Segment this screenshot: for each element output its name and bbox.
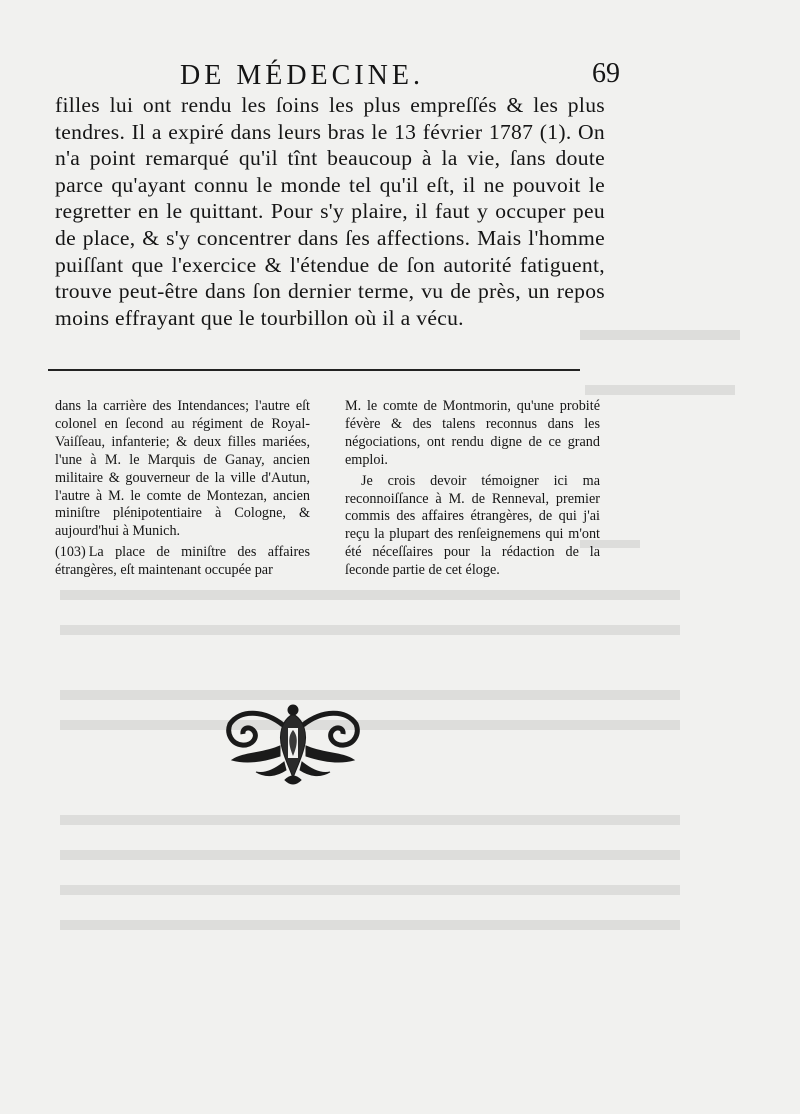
page-header xyxy=(180,60,620,96)
footnote-103 xyxy=(55,544,310,580)
page-number: 69 xyxy=(592,58,620,89)
footnote-column-right xyxy=(345,398,600,580)
footnote-text: Je crois devoir témoigner ici ma reconnoiſſance à M. de Renneval, premier commis des affaires étrangères, de qui j'ai reçu la plupart des renſeignemens qui m'ont été néceſſaires pour la rédaction de la ſeconde partie de cet éloge. xyxy=(345,472,600,579)
floral-tailpiece-icon xyxy=(222,700,364,788)
main-text xyxy=(55,92,605,331)
footnote-text: dans la carrière des Intendances; l'autre eſt colonel en ſecond au régiment de Royal-Vaiſſeau, infanterie; & deux filles mariées, l'une à M. le Marquis de Ganay, ancien militaire & gouverneur de la ville d'Autun, l'autre à M. le comte de Montezan, ancien miniſtre plénipotentiaire à Cologne, & aujourd'hui à Munich. xyxy=(55,398,310,540)
footnote-divider xyxy=(48,369,580,371)
footnotes xyxy=(55,398,600,580)
footnote-ref: (103) xyxy=(55,544,86,561)
footnote-text: La place de miniſtre des affaires étrangères, eſt maintenant occupée par xyxy=(55,544,310,579)
footnote-text: M. le comte de Montmorin, qu'une probité févère & des talens reconnus dans les négociations, ont rendu digne de ce grand emploi. xyxy=(345,398,600,468)
running-head: DE MÉDECINE. xyxy=(180,60,424,91)
main-paragraph: filles lui ont rendu les ſoins les plus empreſſés & les plus tendres. Il a expiré dans leurs bras le 13 février 1787 (1). On n'a point remarqué qu'il tînt beaucoup à la vie, ſans doute parce qu'ayant connu le monde tel qu'il eſt, il ne pouvoit le regretter en le quittant. Pour s'y plaire, il faut y occuper peu de place, & s'y concentrer dans ſes affections. Mais l'homme puiſſant que l'exercice & l'étendue de ſon autorité fatiguent, trouve peut-être dans ſon dernier terme, vu de près, un repos moins effrayant que le tourbillon où il a vécu. xyxy=(55,93,605,330)
footnote-column-left xyxy=(55,398,310,580)
